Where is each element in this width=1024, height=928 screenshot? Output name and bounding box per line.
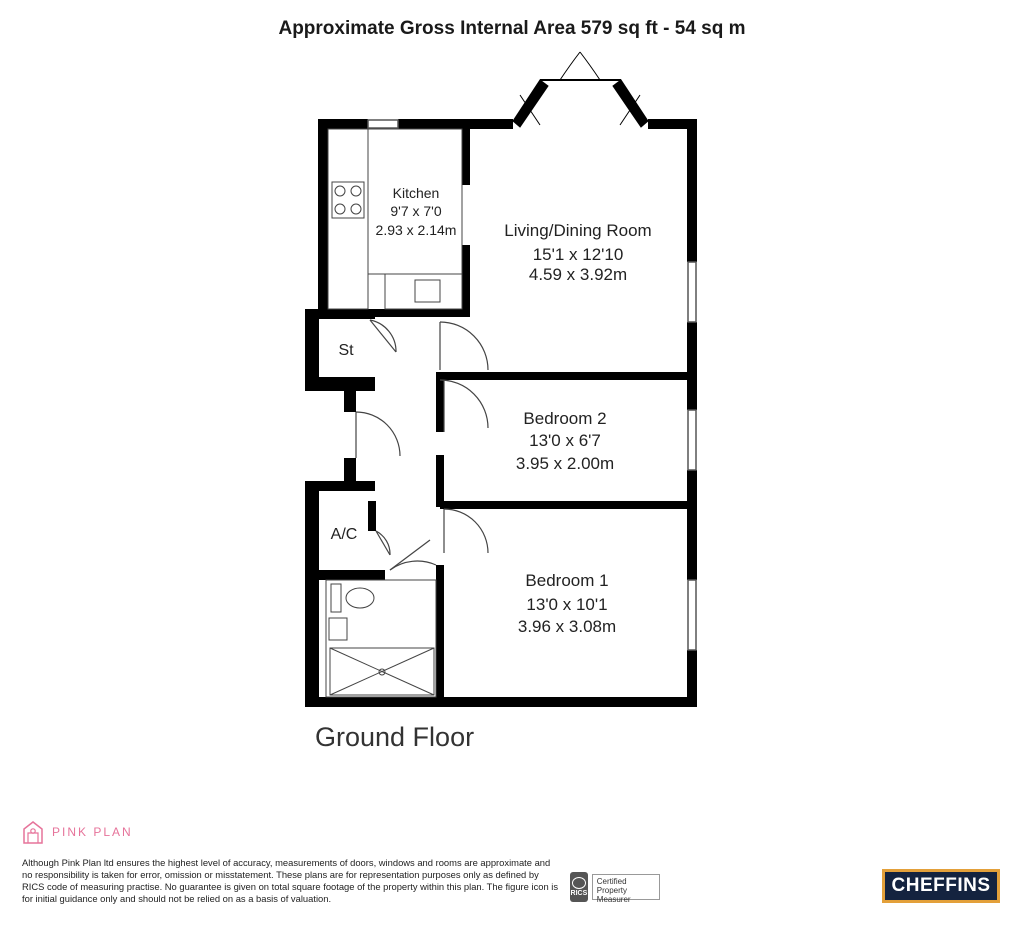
kitchen-metric: 2.93 x 2.14m: [375, 222, 457, 238]
doors: [356, 320, 488, 570]
brand-name: PINK PLAN: [52, 825, 133, 839]
bedroom1-imperial: 13'0 x 10'1: [526, 595, 608, 614]
bedroom1-metric: 3.96 x 3.08m: [517, 617, 617, 636]
rics-label: Certified Property Measurer: [592, 874, 660, 900]
rics-globe-icon: [572, 877, 586, 889]
disclaimer: Although Pink Plan ltd ensures the highest level of accuracy, measurements of doors, windows and rooms are approximate and no responsibility is taken for error, omission or misstatement. These plans are for representation purposes only as defined by RICS code of measuring practise. No guarantee is given on total square footage of the property within this plan. The figure icon is for initial guidance only and should not be relied on as a basis of valuation.: [22, 857, 559, 904]
pink-plan-logo: [22, 817, 133, 847]
rics-badge: [570, 871, 660, 903]
house-icon: [22, 819, 44, 845]
bedroom1-name: Bedroom 1: [525, 571, 609, 590]
rics-logo: RICS: [570, 872, 588, 902]
plan-title: Approximate Gross Internal Area 579 sq ft - 54 sq m: [278, 18, 746, 39]
bedroom2-name: Bedroom 2: [523, 409, 607, 428]
floor-label: Ground Floor: [315, 722, 475, 752]
bedroom2-imperial: 13'0 x 6'7: [529, 431, 601, 450]
bathroom-fittings: [326, 580, 436, 697]
bedroom2-metric: 3.95 x 2.00m: [515, 454, 615, 473]
living-imperial: 15'1 x 12'10: [532, 245, 624, 264]
living-metric: 4.59 x 3.92m: [528, 265, 628, 284]
kitchen-name: Kitchen: [392, 185, 440, 201]
kitchen-fittings: [328, 129, 462, 309]
airing-cupboard-label: A/C: [330, 526, 358, 543]
living-name: Living/Dining Room: [504, 221, 652, 240]
agent-logo: CHEFFINS: [882, 869, 1000, 903]
kitchen-imperial: 9'7 x 7'0: [390, 203, 442, 219]
store-label: St: [338, 342, 354, 359]
